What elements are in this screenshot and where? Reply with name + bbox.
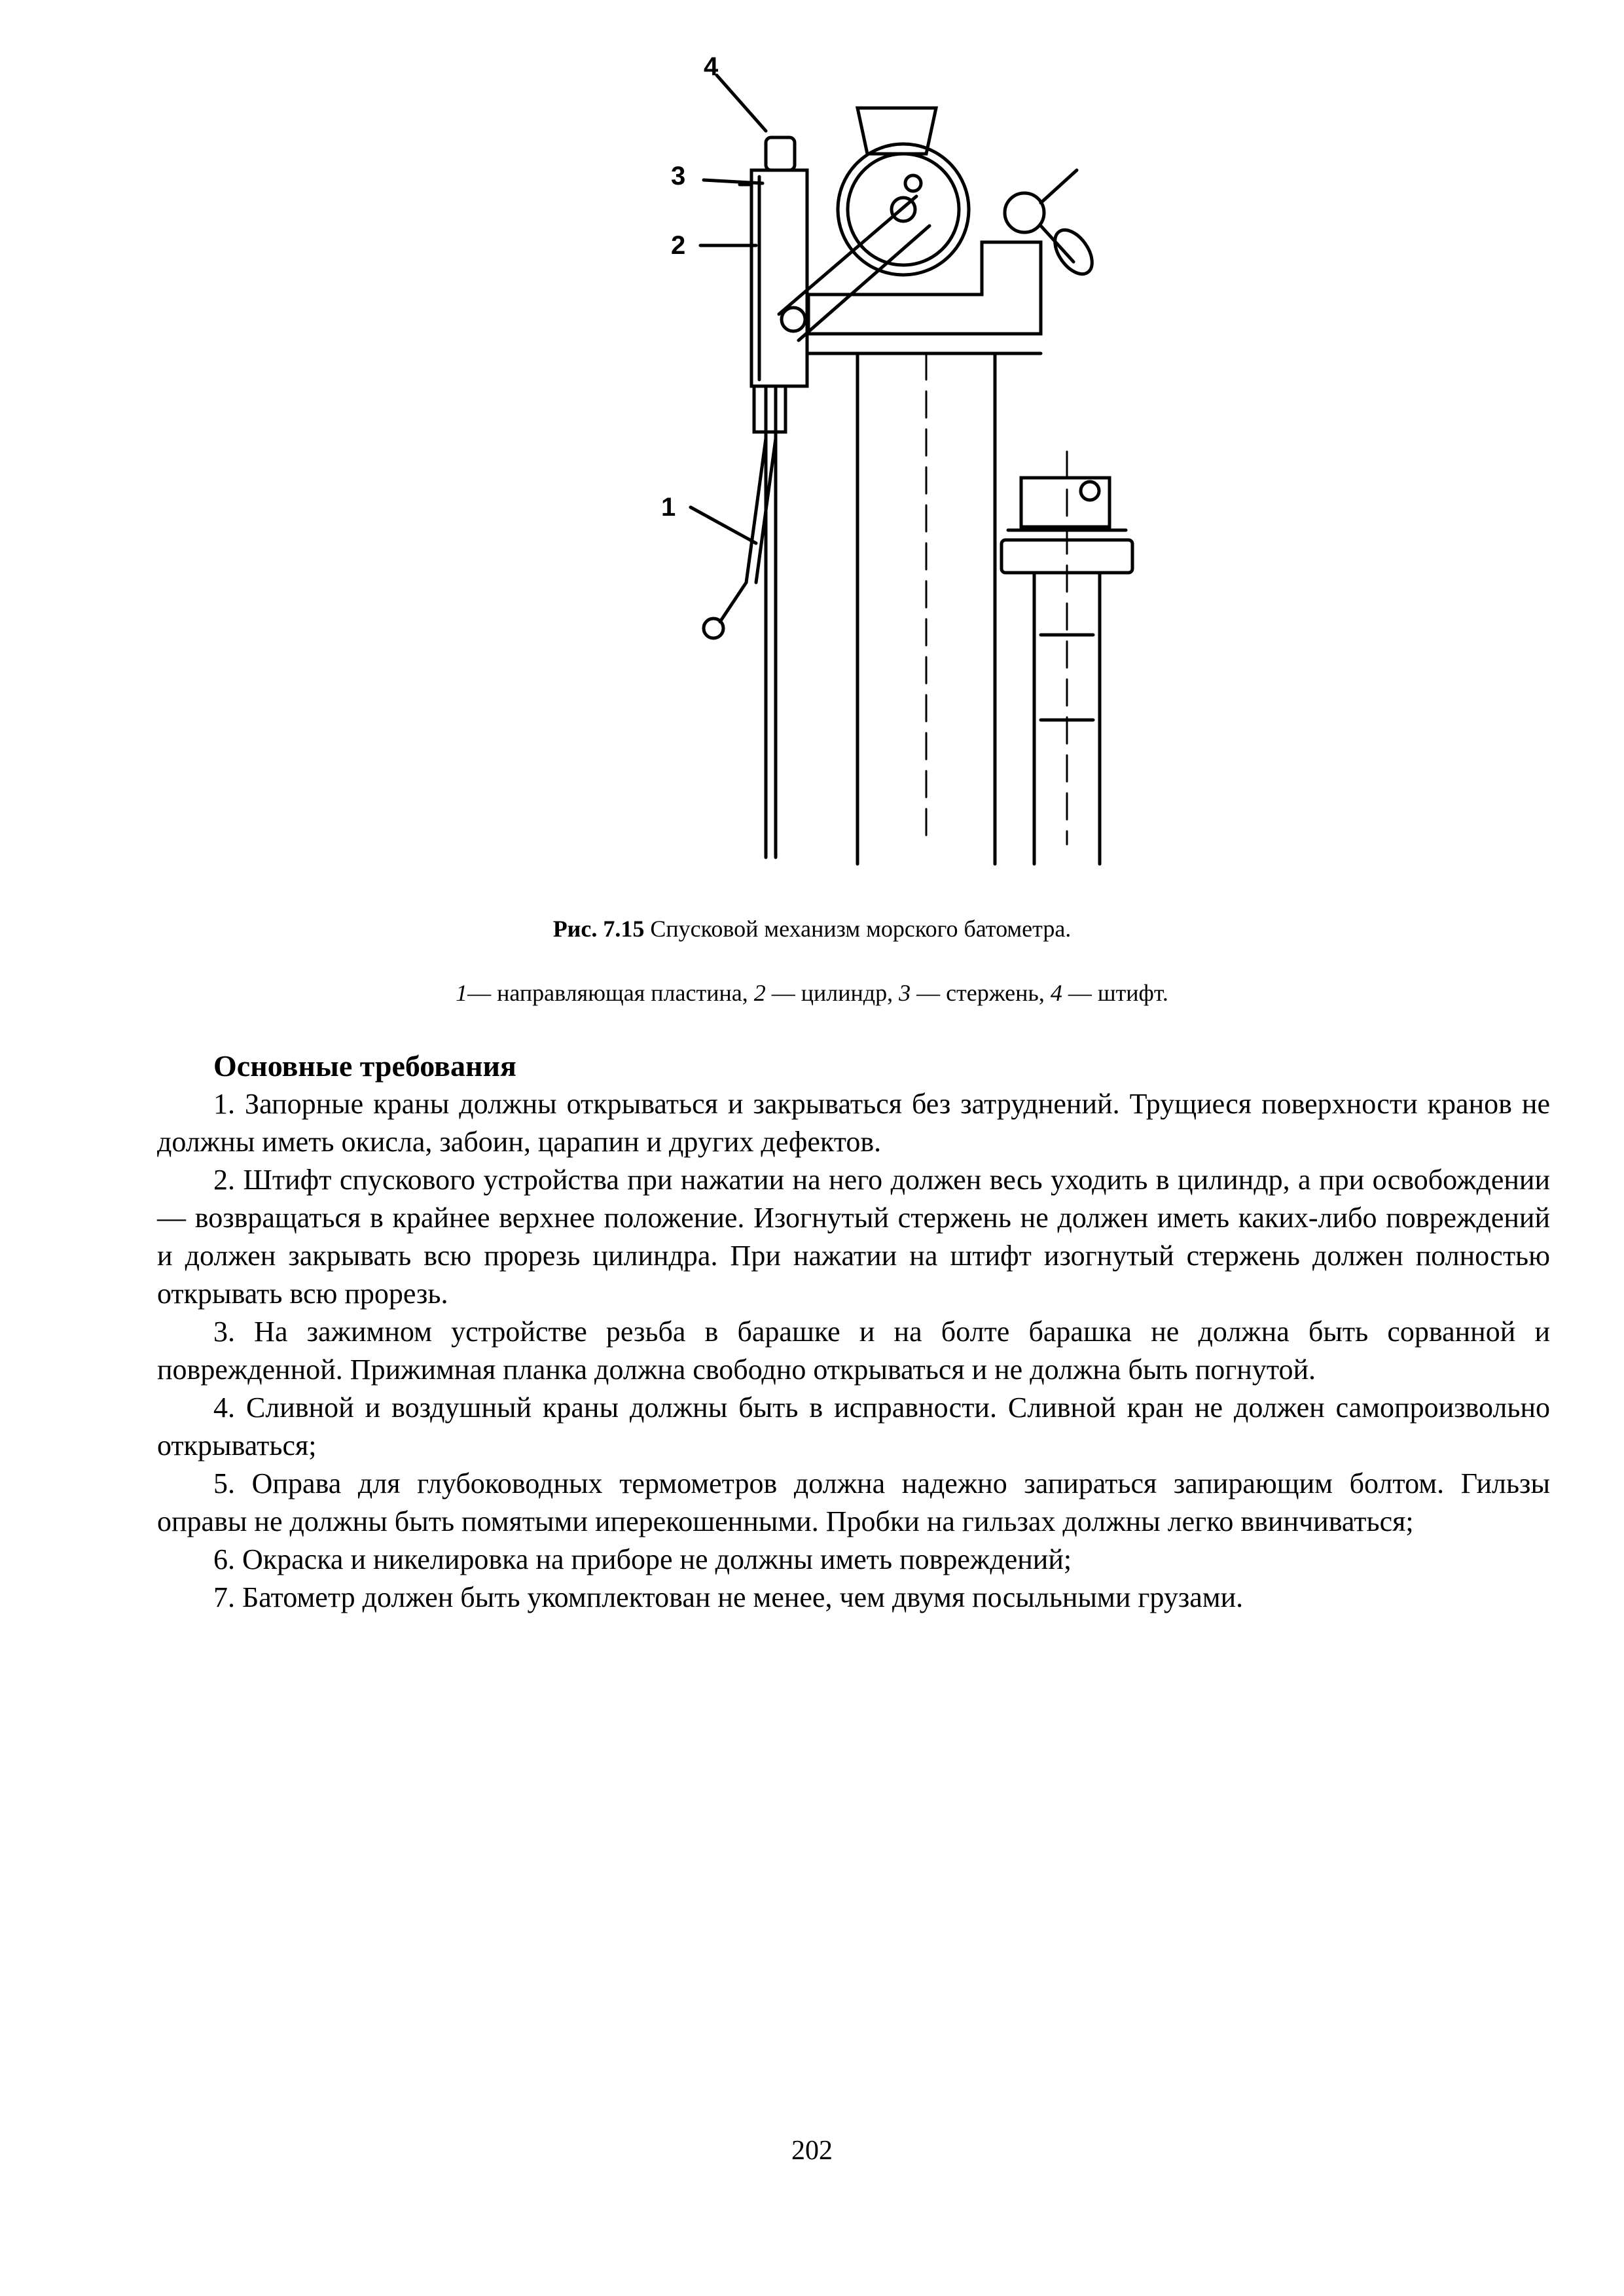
requirement-paragraph: 5. Оправа для глубоководных термометров должна надежно запираться запирающим болтом. Гильзы оправы не должны быть помятыми иперекошенными. Пробки на гильзах должны легко ввинчиваться; bbox=[157, 1467, 1550, 1537]
callout-3: 3 bbox=[671, 162, 686, 190]
requirement-paragraph: 2. Штифт спускового устройства при нажатии на него должен весь уходить в цилиндр, а при освобождении — возвращаться в крайнее верхнее положение. Изогнутый стержень не должен иметь каких-либо повреждений и должен закрывать всю прорезь цилиндра. При нажатии на штифт изогнутый стержень должен полностью открывать всю прорезь. bbox=[157, 1164, 1550, 1310]
legend-text-4: — штифт. bbox=[1062, 980, 1168, 1006]
section-heading: Основные требования bbox=[213, 1049, 516, 1083]
legend-num-2: 2 bbox=[753, 980, 766, 1006]
callout-4: 4 bbox=[704, 52, 719, 81]
callout-2: 2 bbox=[671, 231, 686, 260]
requirement-paragraph: 6. Окраска и никелировка на приборе не должны иметь повреждений; bbox=[213, 1543, 1072, 1575]
figure-number: Рис. 7.15 bbox=[552, 916, 645, 942]
page-number: 202 bbox=[791, 2136, 833, 2166]
callout-1: 1 bbox=[661, 493, 676, 522]
batometer-figure bbox=[641, 46, 1152, 877]
legend-num-4: 4 bbox=[1050, 980, 1062, 1006]
legend-num-1: 1 bbox=[456, 980, 468, 1006]
requirement-paragraph: 3. На зажимном устройстве резьба в барашке и на болте барашка не должна быть сорванной и поврежденной. Прижимная планка должна свободно открываться и не должна быть погнутой. bbox=[157, 1316, 1550, 1386]
requirement-paragraph: 1. Запорные краны должны открываться и закрываться без затруднений. Трущиеся поверхности кранов не должны иметь окисла, забоин, царапин и других дефектов. bbox=[157, 1088, 1550, 1158]
requirements-section bbox=[157, 1047, 1550, 1617]
requirement-paragraph: 4. Сливной и воздушный краны должны быть в исправности. Сливной кран не должен самопроизвольно открываться; bbox=[157, 1391, 1550, 1462]
requirement-paragraph: 7. Батометр должен быть укомплектован не менее, чем двумя посыльными грузами. bbox=[213, 1581, 1244, 1613]
figure-legend bbox=[0, 979, 1624, 1007]
legend-num-3: 3 bbox=[899, 980, 911, 1006]
figure-title: Спусковой механизм морского батометра. bbox=[650, 916, 1072, 942]
figure-caption bbox=[0, 915, 1624, 942]
legend-text-3: — стержень, bbox=[911, 980, 1051, 1006]
legend-text-1: — направляющая пластина, bbox=[467, 980, 754, 1006]
legend-text-2: — цилиндр, bbox=[765, 980, 899, 1006]
batometer-trigger-drawing bbox=[641, 46, 1152, 877]
